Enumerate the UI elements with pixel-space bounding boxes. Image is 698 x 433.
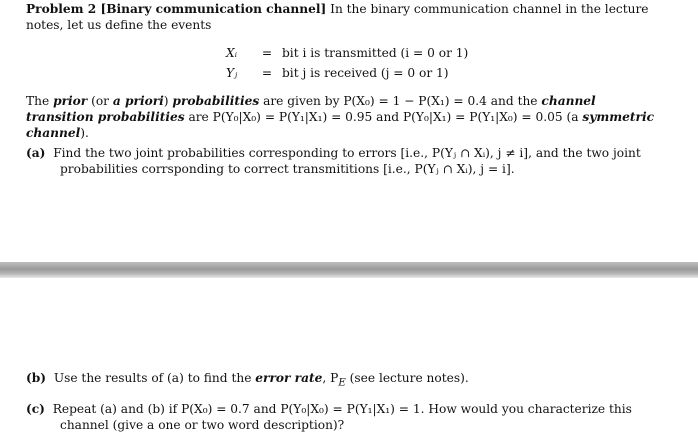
problem-upper-section xyxy=(26,1,666,177)
problem-intro-paragraph xyxy=(26,1,666,33)
definition-equals: = xyxy=(261,46,273,60)
part-c-label: (c) xyxy=(26,402,45,417)
part-b-label: (b) xyxy=(26,371,47,385)
text-run: The xyxy=(26,94,54,108)
definition-lhs: Xᵢ xyxy=(226,46,238,60)
event-definitions xyxy=(226,43,666,83)
text-run: ) xyxy=(163,94,173,108)
text-run: (see lecture notes). xyxy=(345,371,469,385)
part-c-text: Repeat (a) and (b) if P(X₀) = 0.7 and P(Y₀|X₀) = P(Y₁|X₁) = 1. How would you characterize this channel (give a one or two word description)? xyxy=(52,402,632,433)
emphasis-symmetric-channel: symmetric channel xyxy=(26,110,655,140)
definition-lhs: Yⱼ xyxy=(226,66,238,80)
page-divider xyxy=(0,262,698,278)
subscript-e: E xyxy=(338,377,346,389)
emphasis-probabilities: probabilities xyxy=(172,94,260,108)
text-run: are P(Y₀|X₀) = P(Y₁|X₁) = 0.95 and P(Y₀|X₁) = P(Y₁|X₀) = 0.05 (a xyxy=(184,110,583,124)
definition-rhs: bit i is transmitted (i = 0 or 1) xyxy=(282,46,469,60)
text-run: (or xyxy=(87,94,113,108)
prior-probabilities-paragraph xyxy=(26,93,666,141)
text-run: Use the results of (a) to find the xyxy=(53,371,256,385)
definition-row xyxy=(226,43,468,63)
problem-intro: In the binary communication channel in the lecture notes, let us define the events xyxy=(26,2,649,32)
definition-equals: = xyxy=(261,66,273,80)
part-a xyxy=(26,145,666,177)
part-b xyxy=(26,370,666,391)
part-a-text: Find the two joint probabilities corresponding to errors [i.e., P(Yⱼ ∩ Xᵢ), j ≠ i], and the two joint probabilities corrsponding to correct transmititions [i.e., P(Yⱼ ∩ Xᵢ), j = i]. xyxy=(53,146,641,176)
problem-heading: Problem 2 [Binary communication channel] xyxy=(26,2,327,16)
definition-row xyxy=(226,63,468,83)
text-run: are given by P(X₀) = 1 − P(X₁) = 0.4 and the xyxy=(259,94,542,108)
part-a-label: (a) xyxy=(26,146,46,160)
emphasis-a-priori: a priori xyxy=(112,94,164,108)
definition-rhs: bit j is received (j = 0 or 1) xyxy=(282,66,449,80)
emphasis-channel-transition: channel transition probabilities xyxy=(26,94,596,124)
text-run: ). xyxy=(80,126,89,140)
emphasis-prior: prior xyxy=(53,94,88,108)
emphasis-error-rate: error rate xyxy=(255,371,323,385)
text-run: , P xyxy=(322,371,339,385)
problem-lower-section xyxy=(26,368,666,433)
part-c xyxy=(26,401,666,433)
